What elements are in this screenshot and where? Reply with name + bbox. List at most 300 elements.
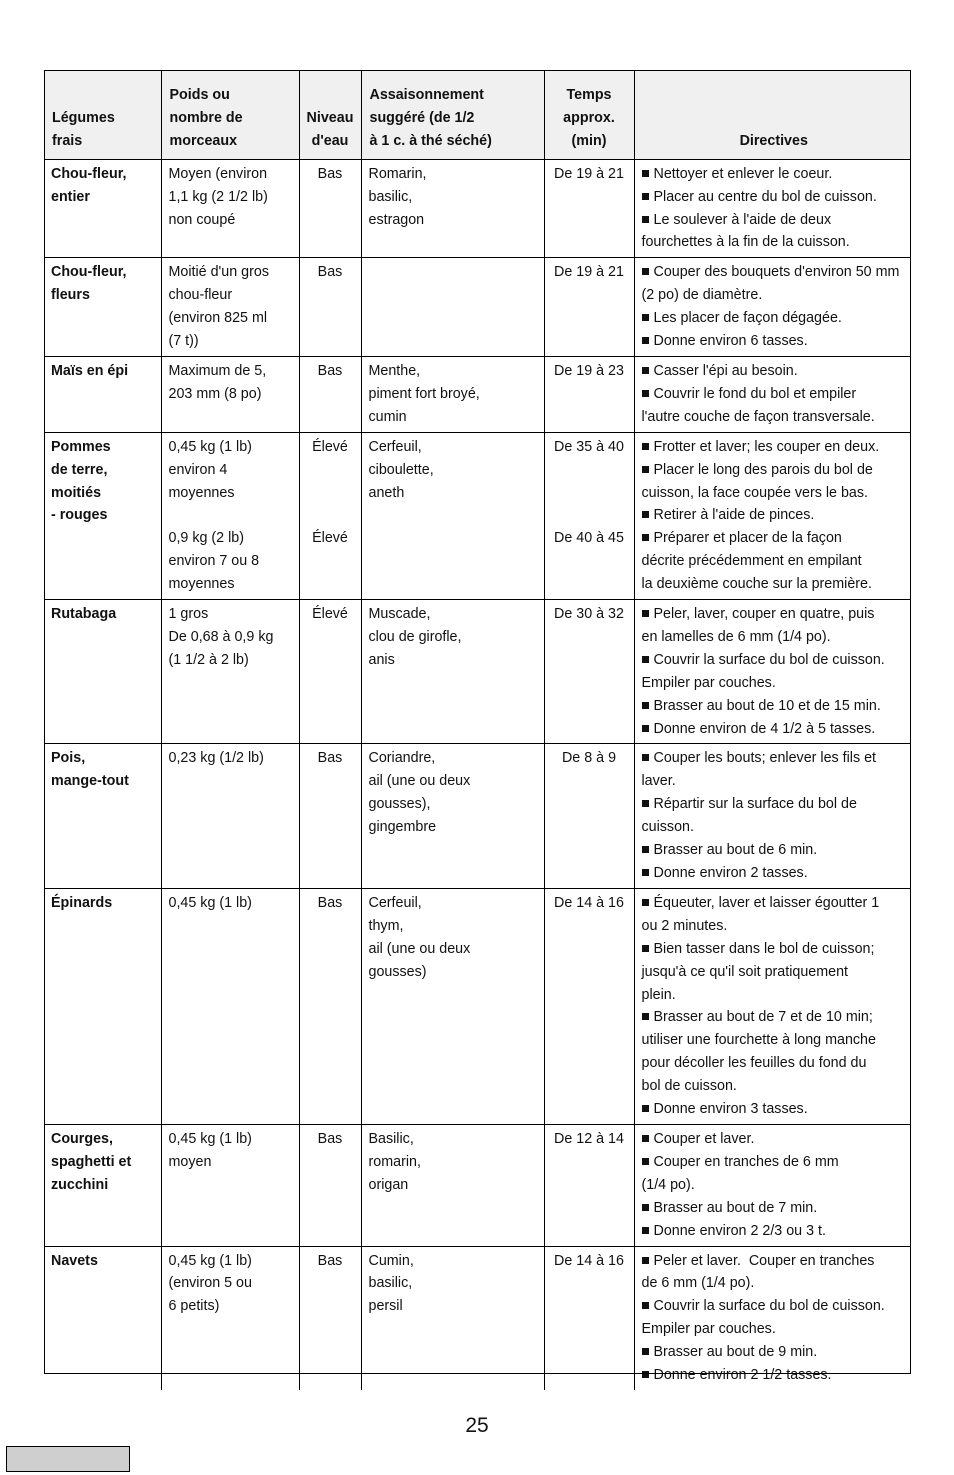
vegetable-cell — [44, 1246, 161, 1390]
text-line: aneth — [368, 484, 405, 501]
direction-text: jusqu'à ce qu'il soit pratiquement — [641, 963, 849, 980]
square-bullet-icon — [642, 610, 649, 617]
direction-line — [642, 261, 909, 284]
direction-line — [642, 816, 909, 839]
text-line: De 30 à 32 — [554, 606, 624, 623]
vegetable-cell — [44, 1124, 161, 1246]
direction-text: Couper et laver. — [653, 1130, 755, 1147]
weight-cell — [161, 1246, 299, 1390]
square-bullet-icon — [642, 800, 649, 807]
text-line — [547, 459, 632, 482]
square-bullet-icon — [642, 466, 649, 473]
text-line — [169, 504, 296, 527]
text-line: 0,45 kg (1 lb) — [168, 894, 252, 911]
text-line: 6 petits) — [168, 1298, 220, 1315]
directions-cell — [634, 1246, 911, 1390]
direction-text: Donne environ de 4 1/2 à 5 tasses. — [653, 720, 876, 737]
text-line: environ 4 — [168, 461, 228, 478]
text-line: estragon — [368, 211, 425, 228]
direction-line — [642, 1197, 909, 1220]
text-line: basilic, — [368, 188, 413, 205]
table-row — [44, 356, 911, 432]
direction-text: Donne environ 2 1/2 tasses. — [653, 1367, 832, 1384]
vegetable-cell — [44, 356, 161, 432]
weight-cell — [161, 888, 299, 1124]
water-level-cell — [299, 1124, 361, 1246]
direction-text: Le soulever à l'aide de deux — [653, 211, 832, 228]
text-line: ail (une ou deux — [368, 773, 471, 790]
text-line: gingembre — [368, 819, 437, 836]
direction-line — [642, 360, 909, 383]
text-line: (1 1/2 à 2 lb) — [168, 651, 249, 668]
text-line: thym, — [368, 917, 404, 934]
text-line: Basilic, — [368, 1130, 414, 1147]
direction-text: Équeuter, laver et laisser égoutter 1 — [653, 894, 880, 911]
direction-text: Donne environ 6 tasses. — [653, 333, 808, 350]
text-line — [547, 504, 632, 527]
square-bullet-icon — [642, 1105, 649, 1112]
text-line: approx. — [563, 109, 615, 126]
direction-text: laver. — [641, 773, 676, 790]
direction-text: de 6 mm (1/4 po). — [641, 1275, 755, 1292]
text-line: cumin — [368, 408, 407, 425]
time-cell — [544, 258, 634, 357]
direction-text: Couper en tranches de 6 mm — [653, 1153, 839, 1170]
text-line: Directives — [739, 132, 808, 149]
text-line: à 1 c. à thé séché) — [369, 132, 492, 149]
square-bullet-icon — [642, 656, 649, 663]
direction-line — [642, 1029, 909, 1052]
direction-line — [642, 1174, 909, 1197]
weight-cell — [161, 1124, 299, 1246]
text-line: Maïs en épi — [51, 362, 129, 379]
water-level-cell — [299, 159, 361, 258]
directions-cell — [634, 600, 911, 744]
direction-line — [642, 1006, 909, 1029]
direction-text: Peler, laver, couper en quatre, puis — [653, 606, 875, 623]
direction-line — [642, 718, 909, 741]
text-line: Temps — [566, 87, 612, 103]
square-bullet-icon — [642, 216, 649, 223]
seasoning-cell — [361, 432, 544, 599]
vegetable-cell — [44, 888, 161, 1124]
text-line: Pommes — [51, 438, 111, 455]
table-row — [44, 432, 911, 599]
direction-text: Répartir sur la surface du bol de — [653, 796, 857, 813]
text-line: Pois, — [51, 750, 86, 767]
directions-cell — [634, 432, 911, 599]
text-line: moitiés — [51, 484, 102, 501]
text-line: Cerfeuil, — [368, 894, 422, 911]
direction-text: cuisson. — [641, 819, 694, 836]
direction-line — [642, 961, 909, 984]
direction-line — [642, 626, 909, 649]
corner-gray-box — [6, 1446, 130, 1472]
table-header-row — [44, 70, 911, 159]
table-row — [44, 159, 911, 258]
square-bullet-icon — [642, 367, 649, 374]
text-line: mange-tout — [51, 773, 129, 790]
direction-text: utiliser une fourchette à long manche — [641, 1032, 876, 1049]
weight-cell — [161, 600, 299, 744]
direction-text: la deuxième couche sur la première. — [641, 576, 872, 593]
direction-line — [642, 1151, 909, 1174]
direction-line — [642, 504, 909, 527]
text-line — [302, 504, 359, 527]
direction-line — [642, 1272, 909, 1295]
text-line: Bas — [317, 750, 343, 767]
direction-line — [642, 1341, 909, 1364]
direction-text: Brasser au bout de 6 min. — [653, 842, 818, 859]
text-line: Légumes — [52, 109, 115, 126]
text-line: De 19 à 23 — [554, 362, 624, 379]
direction-line — [642, 383, 909, 406]
text-line: Rutabaga — [51, 606, 117, 623]
square-bullet-icon — [642, 193, 649, 200]
direction-line — [642, 231, 909, 254]
text-line: De 0,68 à 0,9 kg — [168, 628, 274, 645]
text-line: chou-fleur — [168, 287, 233, 304]
direction-line — [642, 209, 909, 232]
direction-text: Donne environ 2 2/3 ou 3 t. — [653, 1222, 826, 1239]
header-water-level — [299, 70, 361, 159]
text-line: Moitié d'un gros — [168, 264, 269, 281]
seasoning-cell — [361, 1246, 544, 1390]
direction-line — [642, 793, 909, 816]
direction-text: Les placer de façon dégagée. — [653, 310, 842, 327]
water-level-cell — [299, 258, 361, 357]
page-number: 25 — [465, 1414, 489, 1437]
text-line: De 40 à 45 — [554, 530, 624, 547]
square-bullet-icon — [642, 1302, 649, 1309]
square-bullet-icon — [642, 337, 649, 344]
square-bullet-icon — [642, 1013, 649, 1020]
text-line: nombre de — [169, 109, 243, 126]
text-line: gousses), — [368, 796, 431, 813]
text-line: Cumin, — [368, 1252, 414, 1269]
text-line: 0,45 kg (1 lb) — [168, 438, 252, 455]
direction-text: bol de cuisson. — [641, 1078, 737, 1095]
text-line: De 14 à 16 — [554, 894, 624, 911]
water-level-cell — [299, 432, 361, 599]
time-cell — [544, 1124, 634, 1246]
square-bullet-icon — [642, 1204, 649, 1211]
direction-line — [642, 984, 909, 1007]
header-directions — [634, 70, 911, 159]
square-bullet-icon — [642, 945, 649, 952]
weight-cell — [161, 356, 299, 432]
text-line: De 8 à 9 — [561, 750, 617, 767]
direction-text: Brasser au bout de 9 min. — [653, 1344, 818, 1361]
direction-text: Placer au centre du bol de cuisson. — [653, 188, 877, 205]
text-line: Romarin, — [368, 165, 427, 182]
direction-text: Empiler par couches. — [641, 674, 776, 691]
vegetable-cell — [44, 432, 161, 599]
square-bullet-icon — [642, 725, 649, 732]
direction-line — [642, 1295, 909, 1318]
text-line: - rouges — [51, 507, 108, 524]
direction-text: Couvrir la surface du bol de cuisson. — [653, 651, 885, 668]
direction-line — [642, 573, 909, 596]
direction-line — [642, 307, 909, 330]
direction-line — [642, 1098, 909, 1121]
directions-cell — [634, 356, 911, 432]
square-bullet-icon — [642, 1371, 649, 1378]
text-line: morceaux — [169, 132, 238, 149]
seasoning-cell — [361, 258, 544, 357]
text-line: 0,45 kg (1 lb) — [168, 1252, 252, 1269]
direction-line — [642, 527, 909, 550]
time-cell — [544, 1246, 634, 1390]
text-line: de terre, — [51, 461, 108, 478]
text-line: frais — [52, 132, 83, 149]
text-line: suggéré (de 1/2 — [369, 109, 475, 126]
square-bullet-icon — [642, 754, 649, 761]
directions-cell — [634, 888, 911, 1124]
seasoning-cell — [361, 356, 544, 432]
table-row — [44, 258, 911, 357]
direction-line — [642, 406, 909, 429]
square-bullet-icon — [642, 1348, 649, 1355]
direction-line — [642, 1128, 909, 1151]
text-line: Chou-fleur, — [51, 165, 127, 182]
direction-line — [642, 163, 909, 186]
time-cell — [544, 744, 634, 888]
direction-line — [642, 459, 909, 482]
direction-text: l'autre couche de façon transversale. — [641, 408, 875, 425]
direction-line — [642, 482, 909, 505]
directions-cell — [634, 1124, 911, 1246]
square-bullet-icon — [642, 1158, 649, 1165]
direction-text: Nettoyer et enlever le coeur. — [653, 165, 833, 182]
direction-line — [642, 695, 909, 718]
text-line: clou de girofle, — [368, 628, 462, 645]
text-line: anis — [368, 651, 395, 668]
text-line: Bas — [317, 1252, 343, 1269]
square-bullet-icon — [642, 511, 649, 518]
direction-line — [642, 550, 909, 573]
square-bullet-icon — [642, 443, 649, 450]
direction-text: pour décoller les feuilles du fond du — [641, 1055, 867, 1072]
direction-text: Brasser au bout de 7 et de 10 min; — [653, 1009, 873, 1026]
text-line: Courges, — [51, 1130, 113, 1147]
table-row — [44, 744, 911, 888]
time-cell — [544, 600, 634, 744]
text-line: fleurs — [51, 287, 90, 304]
text-line — [302, 481, 359, 504]
direction-line — [642, 672, 909, 695]
text-line: ciboulette, — [368, 461, 434, 478]
direction-text: ou 2 minutes. — [641, 917, 728, 934]
direction-line — [642, 938, 909, 961]
vegetable-cell — [44, 159, 161, 258]
text-line: entier — [51, 188, 90, 205]
square-bullet-icon — [642, 1135, 649, 1142]
vegetable-cell — [44, 600, 161, 744]
text-line: non coupé — [168, 211, 236, 228]
text-line: De 19 à 21 — [554, 264, 624, 281]
direction-text: Donne environ 3 tasses. — [653, 1101, 808, 1118]
text-line: zucchini — [51, 1176, 109, 1193]
direction-text: Peler et laver. Couper en tranches — [653, 1252, 875, 1269]
text-line: gousses) — [368, 963, 427, 980]
table-row — [44, 1246, 911, 1390]
text-line: De 19 à 21 — [554, 165, 624, 182]
text-line: De 35 à 40 — [554, 438, 624, 455]
text-line: Menthe, — [368, 362, 421, 379]
water-level-cell — [299, 1246, 361, 1390]
table-row — [44, 888, 911, 1124]
text-line: origan — [368, 1176, 409, 1193]
time-cell — [544, 159, 634, 258]
directions-cell — [634, 744, 911, 888]
time-cell — [544, 356, 634, 432]
text-line: persil — [368, 1298, 403, 1315]
text-line: Bas — [317, 894, 343, 911]
direction-text: Brasser au bout de 7 min. — [653, 1199, 818, 1216]
vegetable-cell — [44, 258, 161, 357]
header-weight — [161, 70, 299, 159]
text-line: De 12 à 14 — [554, 1130, 624, 1147]
square-bullet-icon — [642, 1257, 649, 1264]
direction-text: Bien tasser dans le bol de cuisson; — [653, 940, 875, 957]
text-line: 203 mm (8 po) — [168, 385, 262, 402]
directions-cell — [634, 159, 911, 258]
square-bullet-icon — [642, 846, 649, 853]
text-line: 1,1 kg (2 1/2 lb) — [168, 188, 268, 205]
text-line: Bas — [317, 264, 343, 281]
square-bullet-icon — [642, 390, 649, 397]
text-line: 1 gros — [168, 606, 209, 623]
direction-line — [642, 770, 909, 793]
text-line: ail (une ou deux — [368, 940, 471, 957]
direction-text: (2 po) de diamètre. — [641, 287, 763, 304]
seasoning-cell — [361, 744, 544, 888]
square-bullet-icon — [642, 899, 649, 906]
text-line: Bas — [317, 165, 343, 182]
square-bullet-icon — [642, 268, 649, 275]
text-line: 0,9 kg (2 lb) — [168, 530, 244, 547]
text-line: Bas — [317, 1130, 343, 1147]
weight-cell — [161, 744, 299, 888]
direction-text: Retirer à l'aide de pinces. — [653, 507, 815, 524]
text-line: spaghetti et — [51, 1153, 132, 1170]
text-line: Coriandre, — [368, 750, 436, 767]
square-bullet-icon — [642, 869, 649, 876]
direction-text: Couvrir la surface du bol de cuisson. — [653, 1298, 885, 1315]
direction-line — [642, 284, 909, 307]
square-bullet-icon — [642, 1227, 649, 1234]
weight-cell — [161, 432, 299, 599]
square-bullet-icon — [642, 702, 649, 709]
water-level-cell — [299, 600, 361, 744]
text-line: (environ 825 ml — [168, 310, 268, 327]
direction-text: Casser l'épi au besoin. — [653, 362, 798, 379]
seasoning-cell — [361, 1124, 544, 1246]
direction-line — [642, 915, 909, 938]
table-row — [44, 600, 911, 744]
direction-line — [642, 1052, 909, 1075]
text-line: Élevé — [312, 438, 348, 455]
water-level-cell — [299, 356, 361, 432]
direction-text: Couvrir le fond du bol et empiler — [653, 385, 857, 402]
text-line: 0,23 kg (1/2 lb) — [168, 750, 264, 767]
direction-text: Couper des bouquets d'environ 50 mm — [653, 264, 900, 281]
direction-text: Couper les bouts; enlever les fils et — [653, 750, 877, 767]
text-line: Muscade, — [368, 606, 431, 623]
seasoning-cell — [361, 600, 544, 744]
table-row — [44, 1124, 911, 1246]
time-cell — [544, 432, 634, 599]
vegetable-cell — [44, 744, 161, 888]
direction-text: Empiler par couches. — [641, 1321, 776, 1338]
weight-cell — [161, 258, 299, 357]
header-time — [544, 70, 634, 159]
direction-line — [642, 1075, 909, 1098]
direction-line — [642, 649, 909, 672]
direction-line — [642, 330, 909, 353]
text-line: Moyen (environ — [168, 165, 268, 182]
square-bullet-icon — [642, 170, 649, 177]
direction-line — [642, 1250, 909, 1273]
text-line: moyen — [168, 1153, 212, 1170]
water-level-cell — [299, 744, 361, 888]
direction-line — [642, 603, 909, 626]
text-line: 0,45 kg (1 lb) — [168, 1130, 252, 1147]
direction-text: fourchettes à la fin de la cuisson. — [641, 234, 850, 251]
square-bullet-icon — [642, 534, 649, 541]
header-vegetable — [44, 70, 161, 159]
text-line: Élevé — [312, 530, 348, 547]
direction-line — [642, 839, 909, 862]
text-line: Assaisonnement — [369, 87, 484, 103]
text-line: Poids ou — [169, 87, 230, 103]
square-bullet-icon — [642, 314, 649, 321]
seasoning-cell — [361, 159, 544, 258]
text-line: romarin, — [368, 1153, 421, 1170]
text-line: Élevé — [312, 606, 348, 623]
direction-line — [642, 747, 909, 770]
direction-line — [642, 862, 909, 885]
text-line: piment fort broyé, — [368, 385, 480, 402]
table-body — [44, 159, 911, 1390]
direction-line — [642, 436, 909, 459]
direction-line — [642, 1364, 909, 1387]
text-line: d'eau — [311, 132, 349, 149]
direction-text: Placer le long des parois du bol de — [653, 461, 873, 478]
vegetable-cooking-table — [44, 70, 911, 1390]
text-line: Navets — [51, 1252, 98, 1269]
text-line: Bas — [317, 362, 343, 379]
direction-text: Brasser au bout de 10 et de 15 min. — [653, 697, 881, 714]
header-seasoning — [361, 70, 544, 159]
direction-line — [642, 1318, 909, 1341]
directions-cell — [634, 258, 911, 357]
text-line: (7 t)) — [168, 333, 199, 350]
direction-text: Donne environ 2 tasses. — [653, 865, 808, 881]
direction-text: en lamelles de 6 mm (1/4 po). — [641, 628, 831, 645]
text-line: (min) — [571, 132, 607, 149]
text-line — [547, 481, 632, 504]
direction-line — [642, 1220, 909, 1243]
direction-line — [642, 186, 909, 209]
weight-cell — [161, 159, 299, 258]
direction-text: Frotter et laver; les couper en deux. — [653, 438, 880, 455]
direction-text: cuisson, la face coupée vers le bas. — [641, 484, 868, 501]
text-line: environ 7 ou 8 — [168, 553, 260, 570]
direction-text: plein. — [641, 986, 676, 1003]
text-line — [302, 459, 359, 482]
